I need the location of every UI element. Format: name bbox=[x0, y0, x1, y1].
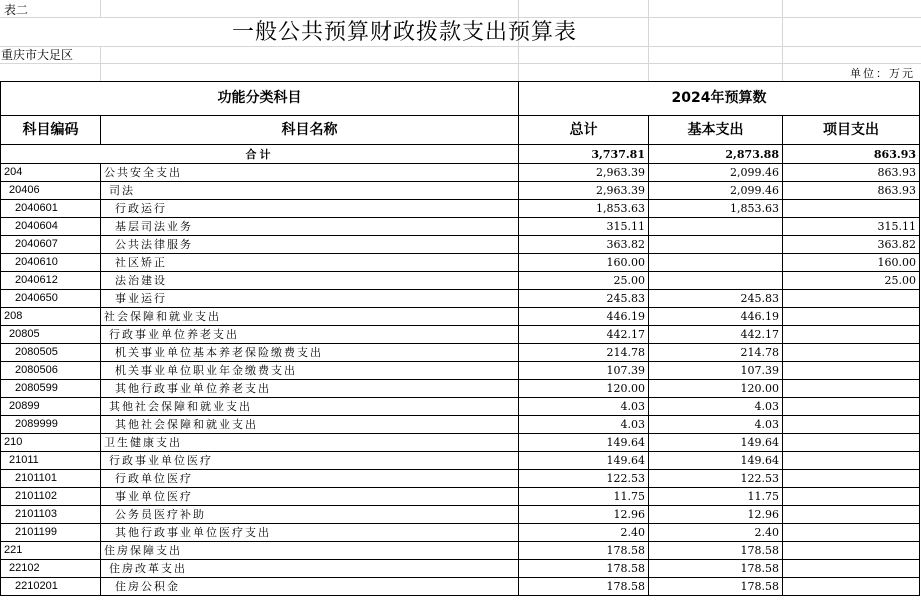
header-project: 项目支出 bbox=[783, 116, 920, 145]
row-total: 178.58 bbox=[519, 542, 649, 560]
row-name: 住房改革支出 bbox=[101, 560, 519, 578]
row-name: 卫生健康支出 bbox=[101, 434, 519, 452]
row-project bbox=[783, 344, 920, 362]
row-basic: 120.00 bbox=[649, 380, 783, 398]
row-code: 208 bbox=[1, 308, 101, 326]
row-basic: 245.83 bbox=[649, 290, 783, 308]
row-total: 122.53 bbox=[519, 470, 649, 488]
row-code: 2210201 bbox=[1, 578, 101, 596]
grand-total-total: 3,737.81 bbox=[519, 145, 649, 164]
row-total: 149.64 bbox=[519, 452, 649, 470]
table-body bbox=[1, 164, 920, 596]
row-total: 149.64 bbox=[519, 434, 649, 452]
table-row bbox=[1, 542, 920, 560]
row-basic: 4.03 bbox=[649, 398, 783, 416]
row-total: 363.82 bbox=[519, 236, 649, 254]
row-name: 行政运行 bbox=[101, 200, 519, 218]
row-name: 公共安全支出 bbox=[101, 164, 519, 182]
row-code: 2101103 bbox=[1, 506, 101, 524]
row-name: 社会保障和就业支出 bbox=[101, 308, 519, 326]
row-total: 315.11 bbox=[519, 218, 649, 236]
row-total: 178.58 bbox=[519, 578, 649, 596]
row-total: 160.00 bbox=[519, 254, 649, 272]
row-name: 行政单位医疗 bbox=[101, 470, 519, 488]
header-basic: 基本支出 bbox=[649, 116, 783, 145]
row-basic: 12.96 bbox=[649, 506, 783, 524]
row-project bbox=[783, 398, 920, 416]
row-total: 11.75 bbox=[519, 488, 649, 506]
row-basic: 149.64 bbox=[649, 452, 783, 470]
table-row bbox=[1, 182, 920, 200]
row-project bbox=[783, 452, 920, 470]
table-row bbox=[1, 200, 920, 218]
row-project bbox=[783, 524, 920, 542]
row-project bbox=[783, 362, 920, 380]
row-name: 公共法律服务 bbox=[101, 236, 519, 254]
row-basic: 1,853.63 bbox=[649, 200, 783, 218]
table-row bbox=[1, 164, 920, 182]
table-row bbox=[1, 434, 920, 452]
row-name: 其他社会保障和就业支出 bbox=[101, 398, 519, 416]
row-project bbox=[783, 434, 920, 452]
sheet-label: 表二 bbox=[4, 3, 29, 17]
row-code: 22102 bbox=[1, 560, 101, 578]
table-row bbox=[1, 290, 920, 308]
row-basic: 4.03 bbox=[649, 416, 783, 434]
header-row-1 bbox=[1, 82, 920, 116]
row-name: 其他社会保障和就业支出 bbox=[101, 416, 519, 434]
row-code: 210 bbox=[1, 434, 101, 452]
row-name: 机关事业单位职业年金缴费支出 bbox=[101, 362, 519, 380]
row-project bbox=[783, 488, 920, 506]
row-basic bbox=[649, 254, 783, 272]
row-project bbox=[783, 416, 920, 434]
grand-total-project: 863.93 bbox=[783, 145, 920, 164]
row-code: 2040604 bbox=[1, 218, 101, 236]
table-row bbox=[1, 236, 920, 254]
unit-label: 单位：万元 bbox=[850, 67, 915, 80]
header-row-2 bbox=[1, 116, 920, 145]
row-name: 其他行政事业单位医疗支出 bbox=[101, 524, 519, 542]
row-total: 245.83 bbox=[519, 290, 649, 308]
row-code: 20899 bbox=[1, 398, 101, 416]
row-total: 178.58 bbox=[519, 560, 649, 578]
row-code: 2040610 bbox=[1, 254, 101, 272]
table-row bbox=[1, 524, 920, 542]
row-project bbox=[783, 326, 920, 344]
header-name: 科目名称 bbox=[101, 116, 519, 145]
row-name: 司法 bbox=[101, 182, 519, 200]
table-row bbox=[1, 398, 920, 416]
row-basic: 214.78 bbox=[649, 344, 783, 362]
row-basic: 446.19 bbox=[649, 308, 783, 326]
row-code: 20406 bbox=[1, 182, 101, 200]
row-code: 2089999 bbox=[1, 416, 101, 434]
row-basic bbox=[649, 272, 783, 290]
row-project: 863.93 bbox=[783, 164, 920, 182]
row-basic bbox=[649, 236, 783, 254]
row-basic: 2,099.46 bbox=[649, 182, 783, 200]
row-code: 20805 bbox=[1, 326, 101, 344]
row-code: 2040612 bbox=[1, 272, 101, 290]
row-basic: 122.53 bbox=[649, 470, 783, 488]
row-total: 107.39 bbox=[519, 362, 649, 380]
table-row bbox=[1, 344, 920, 362]
table-row bbox=[1, 326, 920, 344]
row-total: 442.17 bbox=[519, 326, 649, 344]
row-basic: 2,099.46 bbox=[649, 164, 783, 182]
table-row bbox=[1, 560, 920, 578]
grand-total-row bbox=[1, 145, 920, 164]
row-project: 315.11 bbox=[783, 218, 920, 236]
budget-table bbox=[0, 81, 920, 596]
row-code: 2080599 bbox=[1, 380, 101, 398]
row-basic: 149.64 bbox=[649, 434, 783, 452]
row-name: 基层司法业务 bbox=[101, 218, 519, 236]
row-project bbox=[783, 578, 920, 596]
page-title: 一般公共预算财政拨款支出预算表 bbox=[232, 20, 578, 45]
table-row bbox=[1, 380, 920, 398]
row-project bbox=[783, 506, 920, 524]
row-basic: 178.58 bbox=[649, 560, 783, 578]
row-total: 2,963.39 bbox=[519, 164, 649, 182]
row-name: 住房公积金 bbox=[101, 578, 519, 596]
table-row bbox=[1, 308, 920, 326]
table-row bbox=[1, 488, 920, 506]
row-basic: 107.39 bbox=[649, 362, 783, 380]
row-project bbox=[783, 308, 920, 326]
row-code: 21011 bbox=[1, 452, 101, 470]
row-total: 12.96 bbox=[519, 506, 649, 524]
row-name: 事业单位医疗 bbox=[101, 488, 519, 506]
row-project bbox=[783, 542, 920, 560]
row-total: 446.19 bbox=[519, 308, 649, 326]
row-code: 2040650 bbox=[1, 290, 101, 308]
header-total: 总计 bbox=[519, 116, 649, 145]
row-code: 2101199 bbox=[1, 524, 101, 542]
row-name: 法治建设 bbox=[101, 272, 519, 290]
row-basic bbox=[649, 218, 783, 236]
row-basic: 178.58 bbox=[649, 578, 783, 596]
table-row bbox=[1, 362, 920, 380]
row-project: 363.82 bbox=[783, 236, 920, 254]
row-name: 行政事业单位养老支出 bbox=[101, 326, 519, 344]
row-basic: 442.17 bbox=[649, 326, 783, 344]
row-basic: 178.58 bbox=[649, 542, 783, 560]
row-name: 行政事业单位医疗 bbox=[101, 452, 519, 470]
row-total: 4.03 bbox=[519, 398, 649, 416]
table-row bbox=[1, 452, 920, 470]
header-code: 科目编码 bbox=[1, 116, 101, 145]
row-basic: 2.40 bbox=[649, 524, 783, 542]
table-row bbox=[1, 218, 920, 236]
table-row bbox=[1, 254, 920, 272]
row-code: 2080505 bbox=[1, 344, 101, 362]
row-name: 社区矫正 bbox=[101, 254, 519, 272]
row-total: 4.03 bbox=[519, 416, 649, 434]
row-project: 25.00 bbox=[783, 272, 920, 290]
region-label: 重庆市大足区 bbox=[1, 48, 74, 62]
row-project bbox=[783, 200, 920, 218]
header-budget-year: 2024年预算数 bbox=[519, 82, 920, 116]
table-row bbox=[1, 272, 920, 290]
row-project bbox=[783, 470, 920, 488]
row-total: 2,963.39 bbox=[519, 182, 649, 200]
row-code: 2101101 bbox=[1, 470, 101, 488]
table-row bbox=[1, 470, 920, 488]
table-row bbox=[1, 416, 920, 434]
row-code: 2080506 bbox=[1, 362, 101, 380]
row-code: 2040607 bbox=[1, 236, 101, 254]
header-function-group: 功能分类科目 bbox=[1, 82, 519, 116]
row-total: 214.78 bbox=[519, 344, 649, 362]
row-total: 2.40 bbox=[519, 524, 649, 542]
row-total: 1,853.63 bbox=[519, 200, 649, 218]
row-total: 25.00 bbox=[519, 272, 649, 290]
grand-total-label: 合计 bbox=[1, 145, 519, 164]
row-name: 事业运行 bbox=[101, 290, 519, 308]
row-name: 公务员医疗补助 bbox=[101, 506, 519, 524]
row-name: 住房保障支出 bbox=[101, 542, 519, 560]
grand-total-basic: 2,873.88 bbox=[649, 145, 783, 164]
table-row bbox=[1, 578, 920, 596]
row-code: 204 bbox=[1, 164, 101, 182]
row-code: 221 bbox=[1, 542, 101, 560]
table-row bbox=[1, 506, 920, 524]
row-project: 160.00 bbox=[783, 254, 920, 272]
row-code: 2101102 bbox=[1, 488, 101, 506]
row-basic: 11.75 bbox=[649, 488, 783, 506]
row-total: 120.00 bbox=[519, 380, 649, 398]
row-project: 863.93 bbox=[783, 182, 920, 200]
row-name: 其他行政事业单位养老支出 bbox=[101, 380, 519, 398]
row-project bbox=[783, 290, 920, 308]
row-name: 机关事业单位基本养老保险缴费支出 bbox=[101, 344, 519, 362]
row-project bbox=[783, 380, 920, 398]
row-project bbox=[783, 560, 920, 578]
row-code: 2040601 bbox=[1, 200, 101, 218]
